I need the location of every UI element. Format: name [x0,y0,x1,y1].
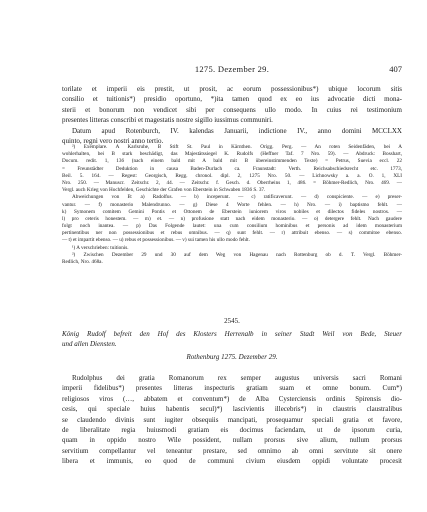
document-number: 2545. [224,317,240,325]
text-line: Datum apud Rotenburch, IV. kalendas Januarii, indictione IV., anno domini MCCLXX [72,126,402,135]
footnotes [62,144,402,266]
footnote-line: Redlich, Nro. 468a. [62,259,103,266]
title-line: König Rudolf befreit den Hof des Klosters Herrenalb in seiner Stadt Weil von Bede, Steuer [62,330,402,338]
text-line: religiosos viros (…, abbatem et conventum*) de Alba Cysterciensis ordinis Spirensis dio- [62,394,402,403]
footnote-line: ²) Exemplare. A Karlsruhe, B Stift St. Paul in Kärnthen. Origg. Perg. — An roten Seidenfäden, bei A [72,144,402,150]
text-line: libera et immunis, eo quod de communi civium eiusdem oppidi voluntate procesit [62,457,402,466]
footnote-line: = Freunstädter Deduktion in causa Baden-Durlach ca. Fraunstadt: Verth. Reichsabschiedsrecht etc. 1773, [62,165,402,172]
footnote-line: folgt noch inantea. — p) Das Folgende lautet: una cum consilium hominibus et personis ad idem monasterium [62,223,402,230]
document-title [62,329,402,350]
text-line: quinto, regni vero nostri anno tertio. [62,136,164,145]
footnote-line: Abweichungen von B: a) Radolfus. — b) inceperunt. — c) ratificaverunt. — d) conspiciente. — e) preser- [72,194,402,201]
text-line: se claudendo divinis sunt iugiter obsequiis mancipati, prosequamur speciali gratia et favore, [62,415,402,424]
main-text [62,84,402,146]
footnote-line: pertinentibus ner non possessionibus et rebus omnibus. — q) sunt fehlt. — r) attribuit ebenso. — s) commitoe ebenso. [62,230,402,237]
text-line: servitium compellantur vel teneantur prestare, sed omnimo ab omni servitute sit onere [62,446,402,455]
footnote-line: ¹) A verschrieben: tuitionis. [72,244,129,251]
running-header [62,64,402,76]
footnote-line: ²) Zwischen Dezember 29 und 30 auf dem Weg von Hagenau nach Rottenburg ob d. T. Vergl. Böhmer- [72,251,402,258]
footnote-line: Nro. 250. — Manuscr. Zeitschr. 2, 44. — Zeitschr. f. Gesch. d. Oberrheins 1, 486. = Böhmer-Redlich, Nro. 469. — [62,179,402,186]
text-line: sterii et bonorum non vendicet sibi per consequens ullo modo. In cuius rei testimonium [62,105,402,114]
text-line: Rudolphus dei gratia Romanorum rex semper augustus universis sacri Romani [72,374,402,382]
text-line: torilate et imperii eis prestit, ut prosit, ac eorum possessionibus*) ubique locorum sitis [62,85,402,93]
text-line: presentes litteras conscribi et magestatis nostre sigillo iussimus communiri. [62,116,273,125]
text-line: imperii fidelibus*) presentes litteras inspecturis gratiam suam et omne bonum. Cum*) [62,384,402,393]
footnote-line: vantur. — f) monasterio Malendrunno. — g) Diese 4 Worte fehlen. — h) Nro. — i) baptismo fehlt. — [62,201,402,208]
header-title: 1275. Dezember 29. [194,64,270,74]
text-line: quam in oppido nostro Wile possident, nullam prorsus sive alium, nullum prorsus [62,436,402,445]
charter-text [62,373,402,467]
footnote-line: Vergl. auch Krieg von Hochfelden, Geschichte der Grafen von Eberstein in Schwaben 1836 S. 37. [62,187,266,194]
footnote-line: wohlerhalten, bei B stark beschädigt, das Majestätssiegel K. Rudolfs (Heffner Taf. 7 Nro. 59). — Abdruck: Bosshart, [62,151,402,158]
page-number: 407 [389,64,402,74]
title-line: und allen Diensten. [62,340,117,349]
text-line: consilio et tuitionis*) presidio oportuno, *)ita tamen quod ex eo ius advocatie dicti mona- [62,95,402,104]
text-line: cesis, qui speciale huius habentis secul)*) lascivientis illecebris*) in claustris claustralibus [62,405,402,414]
footnote-line: — t) et impartit ebenso. — u) rebus et possessionibus. — v) sui tamen his ullo modo fehlt. [62,237,250,244]
document-dateline: Rothenburg 1275. Dezember 29. [186,353,278,361]
text-line: de liberalitate regia huiusmodi gratiam eis docimus faciendam, ut de ipsorum curia, [62,425,402,434]
footnote-line: l) pro ceteris honestem. — m) et. — n) profusione statt nach eidem monasterio. — o) detergere fehlt. Nach gaudere [62,215,402,222]
footnote-line: k) Symonem comitem Gemini Pontis et Ottonem de Eberstein iuniorem viros nobiles et dilectos fideles nostros. — [62,208,402,215]
footnote-line: Beil. 5. 164. — Regest: Georgisch, Regg. chronol. dipl. 2, 1275 Nro. 50. — Lichnowsky a. a. O. 1, XLI [62,172,402,179]
footnote-line: Docum. redit. 1, 136 (nach einem bald mit A bald mit B übereinstimmenden Texte) = Petrus, Suevia eccl. 22 [62,158,402,165]
